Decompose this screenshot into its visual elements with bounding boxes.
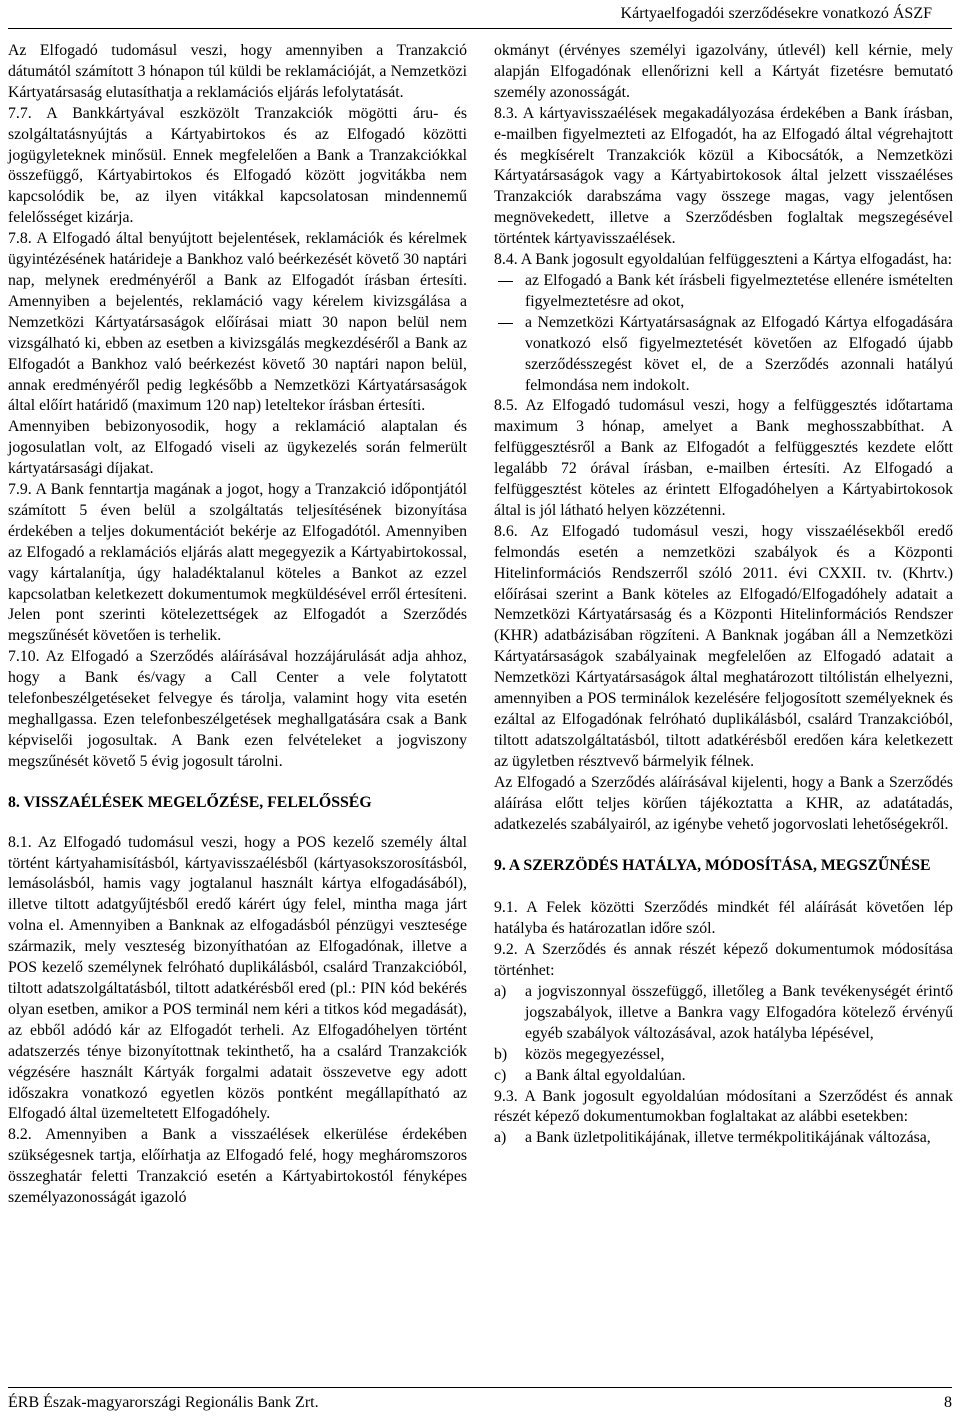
header-divider	[8, 28, 952, 29]
list-marker: a)	[494, 982, 507, 1000]
list-marker: c)	[494, 1066, 507, 1084]
paragraph-7-8: 7.8. A Elfogadó által benyújtott bejelentések, reklamációk és kérelmek ügyintézésének határideje a Bankhoz való beérkezését követő 30 naptári nap, melynek eredményéről a Bank az Elfogadót írásban értesíti. Amennyiben a bejelentés, reklamáció vagy kérelem kivizsgálása a Nemzetközi Kártyatársaságok előírásai miatt 30 napon belül nem vizsgálható ki, ebben az esetben a kivizsgálás megkezdéséről a Bank az Elfogadót a Bankhoz való beérkezést követő 30 naptári napon belül, annak eredményéről pedig legkésőbb a Nemzetközi Kártyatársaságok által előírt határidő (maximum 120 nap) leteltekor írásban értesíti.	[8, 230, 467, 415]
paragraph-8-2-continuation: okmányt (érvényes személyi igazolvány, útlevél) kell kérnie, mely alapján Elfogadónak ellenőrizni kell a Kártyát fizetésre bemutató személy azonosságát.	[494, 42, 953, 101]
page-number: 8	[944, 1394, 952, 1411]
page-header: Kártyaelfogadói szerződésekre vonatkozó ÁSZF	[620, 5, 932, 22]
paragraph-8-3: 8.3. A kártyavisszaélések megakadályozása érdekében a Bank írásban, e-mailben figyelmezteti az Elfogadót, ha az Elfogadó által végrehajtott és megkísérelt Tranzakciók közül a Kibocsátók, a Nemzetközi Kártyatársaságok vagy a Kártyabirtokosok által jelzett visszaéléses Tranzakciók darabszáma vagy összege magas, vagy jelentősen megnövekedett, illetve a Szerződésben foglaltak megszegésével történtek kártyavisszaélések.	[494, 104, 953, 248]
list-item-text: közös megegyezéssel,	[525, 1045, 665, 1063]
dash-list-item: a Nemzetközi Kártyatársaságnak az Elfogadó Kártya elfogadására vonatkozó első figyelmeztetését követően az Elfogadó újabb szerződésszegést követ el, de a Szerződés azonnali hatályú felmondása nem indokolt.	[494, 313, 953, 397]
list-item-a	[494, 982, 953, 1045]
paragraph-9-2: 9.2. A Szerződés és annak részét képező dokumentumok módosítása történhet:	[494, 941, 953, 980]
paragraph-9-3: 9.3. A Bank jogosult egyoldalúan módosítani a Szerződést és annak részét képező dokumentumokban foglaltakat az alábbi esetekben:	[494, 1087, 953, 1126]
paragraph-7-8-b: Amennyiben bebizonyosodik, hogy a reklamáció alaptalan és jogosulatlan volt, az Elfogadó viseli az ügykezelés során felmerült kártyatársasági díjakat.	[8, 418, 467, 478]
paragraph-8-6: 8.6. Az Elfogadó tudomásul veszi, hogy visszaélésekből eredő felmondás esetén a nemzetközi szabályok és a Központi Hitelinformációs Rendszerről szóló 2011. évi CXXII. tv. (Khrtv.) előírásai szerint a Bank köteles az Elfogadó/Elfogadóhely adatait a Nemzetközi Kártyatársaság és a Központi Hitelinformációs Rendszer (KHR) adatbázisában rögzíteni. A Banknak jogában áll a Nemzetközi Kártyatársaságok szabályainak megfelelően az Elfogadó adatait a Nemzetközi Kártyatársaságok által meghatározott tiltólistán elhelyezni, amennyiben a POS terminálok kezelésére feljogosított személyeknek és ezáltal az Elfogadónak felróható duplikálásból, csalárd Tranzakcióból, tiltott adatszolgáltatásból, tiltott adatkérésből eredően kára keletkezett az ügyletben résztvevő bármelyik félnek.	[494, 522, 953, 770]
list-item-c	[494, 1066, 953, 1087]
section-heading-8: 8. VISSZAÉLÉSEK MEGELŐZÉSE, FELELŐSSÉG	[8, 793, 372, 811]
list-item-9-3-a	[494, 1128, 953, 1149]
paragraph-8-6-b: Az Elfogadó a Szerződés aláírásával kijelenti, hogy a Bank a Szerződés aláírása előtt teljes körűen tájékoztatta a KHR, az adatátadás, adatkezelés szabályairól, az igénybe vehető jogorvoslati lehetőségekről.	[494, 773, 953, 833]
paragraph-7-9: 7.9. A Bank fenntartja magának a jogot, hogy a Tranzakció időpontjától számított 5 éven belül a szolgáltatás teljesítésének bizonyítása érdekében a teljes dokumentációt bekérje az Elfogadótól. Amennyiben az Elfogadó a reklamációs eljárás alatt megegyezik a Kártyabirtokossal, vagy kártalanítja, úgy haladéktalanul köteles a Bankot az ezzel kapcsolatban keletkezett dokumentumok megküldésével erről értesíteni. Jelen pont szerinti kötelezettségek az Elfogadót a Szerződés megszűnését követően is terhelik.	[8, 481, 467, 645]
paragraph-8-1: 8.1. Az Elfogadó tudomásul veszi, hogy a POS kezelő személy által történt kártyahamisításból, kártyavisszaélésből (kártyasokszorosításból, lemásolásból, hamis vagy jogtalanul használt kártya elfogadásából), illetve tiltott adatgyűjtésből eredő kárért úgy felel, mintha maga járt volna el. Amennyiben a Banknak az elfogadásból pénzügyi vesztesége származik, mely veszteség bizonyíthatóan az Elfogadónak, illetve a POS kezelő személynek felróható duplikálásból, csalárd Tranzakcióból, tiltott adatszolgáltatásból, tiltott adatkérésből ered (pl.: PIN kód bekérés olyan esetben, amikor a POS terminál nem kéri a titkos kód megadását), az ebből adódó kár az Elfogadót terheli. Az Elfogadóhelyen történt adatszerzés ténye bizonyítottnak tekinthető, ha a csalárd Tranzakciók végzésére használt Kártyák forgalmi adatait összevetve egy adott időszakra vonatkozó egyetlen közös pontként megállapítható az Elfogadó által üzemeltetett Elfogadóhely.	[8, 833, 467, 1123]
footer-bank-name: ÉRB Észak-magyarországi Regionális Bank Zrt.	[8, 1394, 319, 1411]
paragraph-8-2: 8.2. Amennyiben a Bank a visszaélések elkerülése érdekében szükségesnek tartja, előírhatja az Elfogadó felé, hogy megháromszoros összeghatár feletti Tranzakció esetén a Kártyabirtokostól fényképes személyazonosságát igazoló	[8, 1126, 467, 1207]
section-heading-9: 9. A SZERZÖDÉS HATÁLYA, MÓDOSÍTÁSA, MEGSZŰNÉSE	[494, 857, 931, 875]
paragraph-7-10: 7.10. Az Elfogadó a Szerződés aláírásával hozzájárulását adja ahhoz, hogy a Bank és/vagy a Call Center a vele folytatott telefonbeszélgetéseket felvegye és tárolja, valamint hogy vita esetén meghallgassa. Ezen telefonbeszélgetések meghallgatására csak a Bank képviselői jogosultak. A Bank ezen felvételeket a jogviszony megszűnését követő 5 évig jogosult tárolni.	[8, 648, 467, 770]
list-item-text: a jogviszonnyal összefüggő, illetőleg a Bank tevékenységét érintő jogszabályok, illetve a Bankra vagy Elfogadóra kötelező érvényű egyéb szabályok változásával, azok hatályba lépésével,	[525, 982, 953, 1042]
dash-list-item: az Elfogadó a Bank két írásbeli figyelmeztetése ellenére ismételten figyelmeztetésre ad okot,	[494, 271, 953, 313]
paragraph-8-5: 8.5. Az Elfogadó tudomásul veszi, hogy a felfüggesztés időtartama maximum 3 hónap, amelyet a Bank meghosszabbíthat. A felfüggesztésről a Bank az Elfogadót a felfüggesztés kezdete előtt legalább 72 órával írásban, e-mailben értesíti. Az Elfogadó a felfüggesztést köteles az érintett Elfogadóhelyen a Kártyabirtokosok által is jól látható helyen közzétenni.	[494, 397, 953, 519]
paragraph-9-1: 9.1. A Felek közötti Szerződés mindkét fél aláírását követően lép hatályba és határozatlan időre szól.	[494, 899, 953, 938]
list-item-text: a Bank által egyoldalúan.	[525, 1066, 686, 1084]
footer-divider	[8, 1387, 952, 1388]
list-marker: b)	[494, 1045, 508, 1063]
list-marker: a)	[494, 1129, 507, 1147]
paragraph-8-4: 8.4. A Bank jogosult egyoldalúan felfüggeszteni a Kártya elfogadást, ha:	[494, 251, 952, 269]
list-item-text: a Bank üzletpolitikájának, illetve termékpolitikájának változása,	[525, 1129, 931, 1147]
list-item-b	[494, 1045, 953, 1066]
left-column	[8, 41, 467, 1209]
paragraph-7-7: 7.7. A Bankkártyával eszközölt Tranzakciók mögötti áru- és szolgáltatásnyújtás a Kártyabirtokos és az Elfogadó közötti jogügyleteknek minősül. Ennek megfelelően a Bank a Tranzakciókkal összefüggő, Kártyabirtokos és Elfogadó között jogvitákba nem kapcsolódik be, az ilyen vitákkal kapcsolatosan mindennemű felelősséget kizárja.	[8, 104, 467, 227]
paragraph-7-6-continuation: Az Elfogadó tudomásul veszi, hogy amennyiben a Tranzakció dátumától számított 3 hónapon túl küldi be reklamációját, a Nemzetközi Kártyatársaság elutasíthatja a reklamációs eljárás lefolytatását.	[8, 42, 467, 101]
right-column	[494, 41, 953, 1149]
